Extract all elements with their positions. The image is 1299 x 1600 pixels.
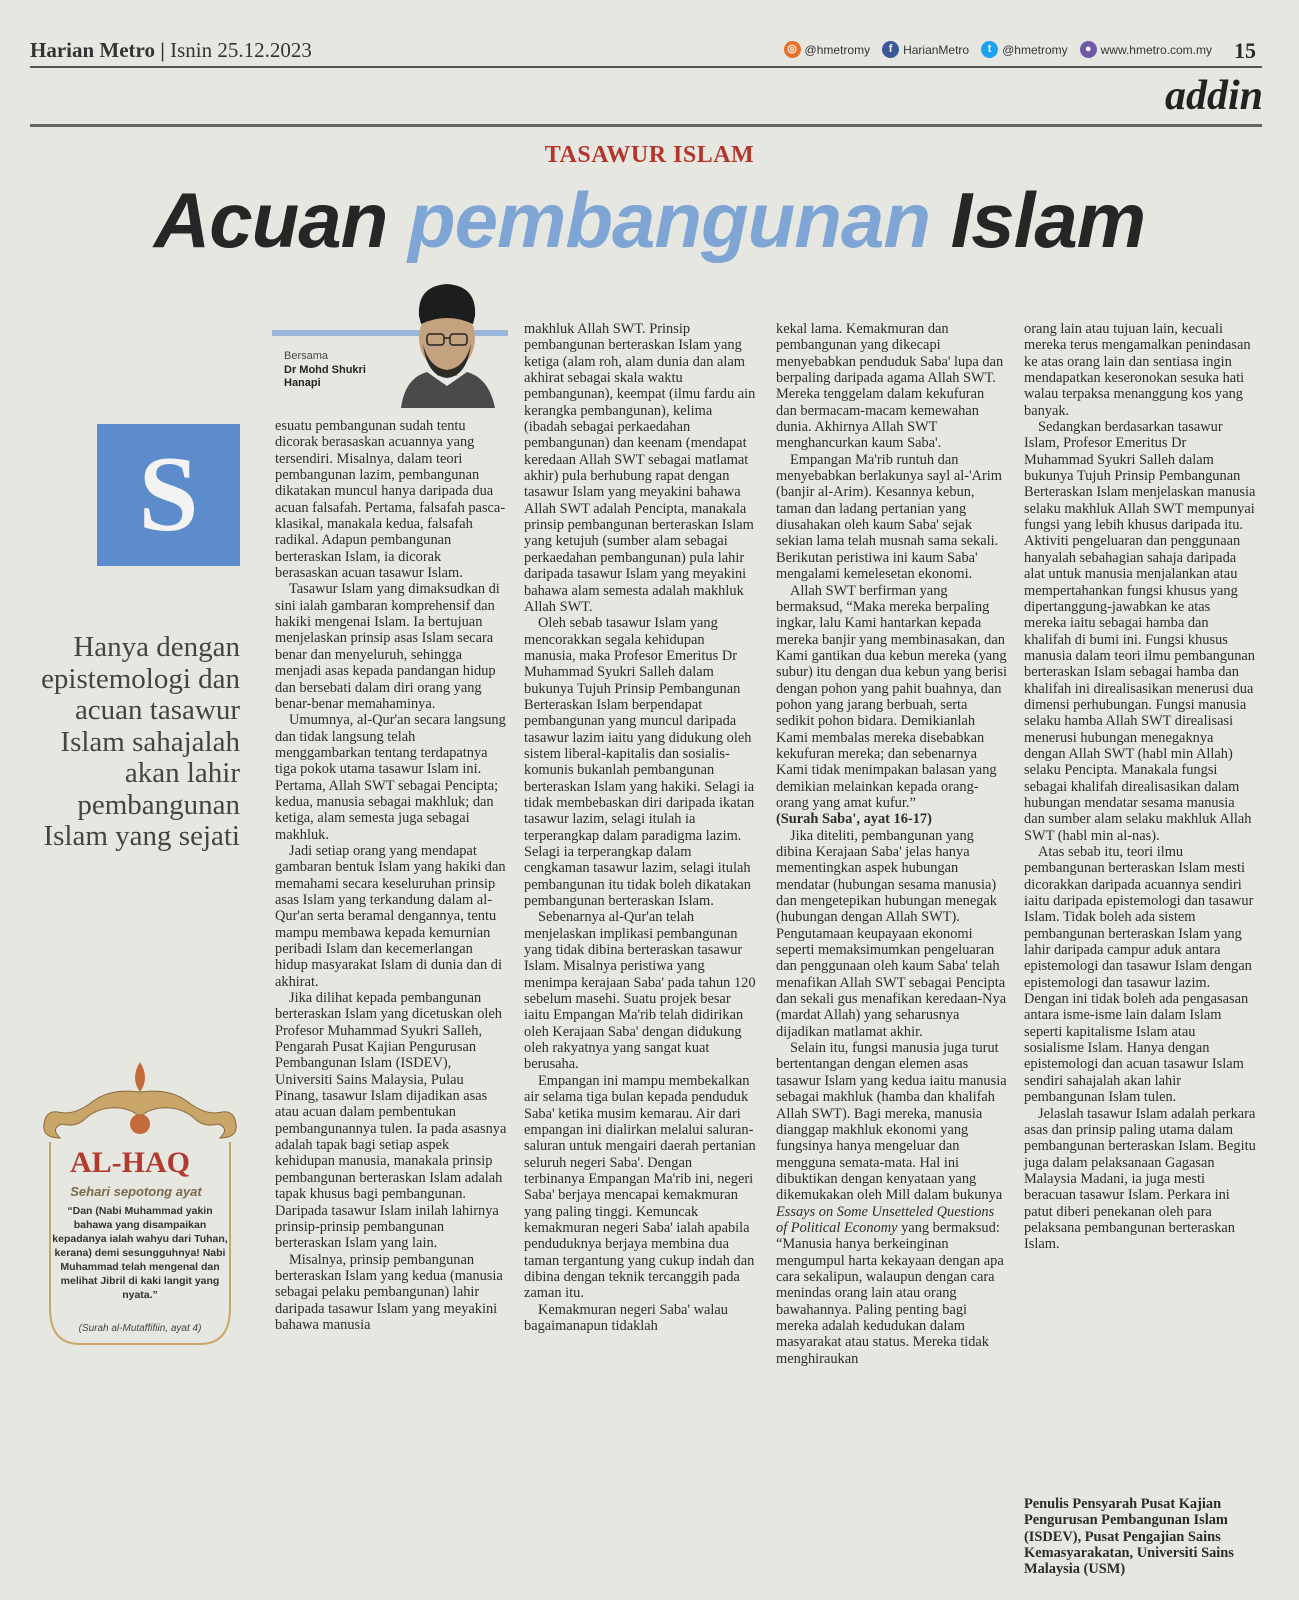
publication-name: Harian Metro | Isnin 25.12.2023 xyxy=(30,38,312,62)
article-kicker: TASAWUR ISLAM xyxy=(544,142,755,168)
drop-cap: S xyxy=(97,424,240,566)
paragraph-text: Selain itu, fungsi manusia juga turut bertentangan dengan elemen asas tasawur Islam yang kedua iaitu manusia sebagai makhluk (hamba dan khalifah Allah SWT). Bagi mereka, manusia dianggap makhluk ekonomi yang fungsinya hanya mengeluar dan mengguna semata-mata. Hal ini dibuktikan dengan kenyataan yang dikemukakan oleh Mill dalam bukunya xyxy=(776,1040,1007,1204)
masthead xyxy=(30,38,1262,68)
paragraph: Sedangkan berdasarkan tasawur Islam, Profesor Emeritus Dr Muhammad Syukri Salleh dalam bukunya Tujuh Prinsip Pembangunan Berteraskan Islam menjelaskan manusia selaku makhluk Allah SWT mempunyai fungsi yang lebih khusus daripada itu. Aktiviti pengeluaran dan penggunaan hanyalah sebahagian sahaja daripada alat untuk manusia menjalankan atau mempertahankan fungsi khusus yang dipertanggung-jawabkan ke atas mereka iaitu sebagai hamba dan khalifah di bumi ini. Fungsi khusus manusia dalam teori ilmu pembangunan berteraskan Islam sebagai hamba dan khalifah ini direalisasikan menerusi dua dimensi perhubungan. Fungsi manusia selaku hamba Allah SWT direalisasi menerusi hubungan menegaknya dengan Allah SWT (habl min Allah) selaku Pencipta. Manakala fungsi sebagai khalifah direalisasikan dalam hubungan mendatar sesama manusia dan sumber alam selaku makhluk Allah SWT (habl min al-nas). xyxy=(1024,419,1256,844)
paragraph-text: yang bermaksud: “Manusia hanya berkeinginan mengumpul harta kekayaan dengan apa cara sekalipun, walaupun dengan cara menindas orang lain atau orang bawahannya. Paling penting bagi mereka adalah kedudukan dalam masyarakat atau status. Mereka tidak menghiraukan xyxy=(776,1219,1004,1367)
paragraph: Sebenarnya al-Qur'an telah menjelaskan implikasi pembangunan yang tidak dibina berteraskan tasawur Islam. Misalnya peristiwa yang menimpa kerajaan Saba' pada tahun 120 sebelum masehi. Suatu projek besar iaitu Empangan Ma'rib telah didirikan oleh Kerajaan Saba' dengan didukung oleh rakyatnya yang sangat kuat berusaha. xyxy=(524,909,756,1073)
facebook-icon: f xyxy=(882,41,899,58)
paragraph: Jelaslah tasawur Islam adalah perkara asas dan prinsip paling utama dalam pembangunan berteraskan Islam. Begitu juga dalam pelaksanaan Gagasan Malaysia Madani, ia juga mesti beracuan tasawur Islam. Perkara ini patut diberi penekanan oleh para pelaksana pembangunan berteraskan Islam. xyxy=(1024,1105,1256,1253)
headline-part-1: Acuan xyxy=(153,176,388,264)
paragraph: makhluk Allah SWT. Prinsip pembangunan berteraskan Islam yang ketiga (alam roh, alam dunia dan alam akhirat sebagai skala waktu pembangunan), keempat (ilmu fardu ain kerangka pembangunan), kelima (ibadah sebagai perkaedahan pembangunan) dan keenam (mendapat keredaan Allah SWT sebagai matlamat akhir) pula berhubung rapat dengan tasawur Islam yang meyakini bahawa Allah SWT adalah Pencipta, manakala prinsip pembangunan berteraskan Islam yang ketujuh (sumber alam sebagai perkaedahan pembangunan) pula lahir daripada tasawur Islam yang meyakini bahawa alam semesta adalah makhluk Allah SWT. xyxy=(524,321,756,615)
paragraph: Empangan ini mampu membekalkan air selama tiga bulan kepada penduduk Saba' ketika musim kemarau. Air dari empangan ini dialirkan melalui saluran-saluran untuk mengairi daerah pertanian seluruh negeri Saba'. Dengan terbinanya Empangan Ma'rib ini, negeri Saba' berjaya mencapai kemakmuran yang paling tinggi. Kemuncak kemakmuran negeri Saba' ialah apabila penduduknya berjaya membina dua taman tergantung yang cukup indah dan dibina dengan teknik tercanggih pada zaman itu. xyxy=(524,1072,756,1302)
globe-icon: ● xyxy=(1080,41,1097,58)
article-column-4 xyxy=(1024,321,1256,1253)
paragraph xyxy=(776,1040,1008,1367)
al-haq-title: AL-HAQ xyxy=(70,1146,190,1179)
social-website[interactable] xyxy=(1080,41,1212,58)
paragraph: kekal lama. Kemakmuran dan pembangunan yang dikecapi menyebabkan penduduk Saba' lupa dan berpaling daripada agama Allah SWT. Mereka tenggelam dalam kekufuran dan bermacam-macam kemewahan dunia. Akhirnya Allah SWT menghancurkan kaum Saba'. xyxy=(776,321,1004,452)
author-name: Dr Mohd Shukri Hanapi xyxy=(284,364,366,389)
paragraph: Allah SWT berfirman yang bermaksud, “Maka mereka berpaling ingkar, lalu Kami hantarkan kepada mereka banjir yang membinasakan, dan Kami gantikan dua kebun mereka (yang subur) itu dengan dua kebun yang berisi dengan pohon yang pahit buahnya, dan pohon yang jarang berbuah, serta sedikit pohon bidara. Demikianlah Kami membalas mereka disebabkan kekufuran mereka; dan sebenarnya Kami tidak menimpakan balasan yang demikian melainkan kepada orang-orang yang amat kufur.” xyxy=(776,582,1007,811)
quran-citation: (Surah Saba', ayat 16-17) xyxy=(776,811,932,828)
paragraph: Jadi setiap orang yang mendapat gambaran bentuk Islam yang hakiki dan memahami secara keseluruhan prinsip asas Islam yang terkandung dalam al-Qur'an serta beramal dengannya, tentu mampu membawa kepada kemurnian peribadi Islam dan kecemerlangan hidup masyarakat Islam di dunia dan di akhirat. xyxy=(275,842,506,990)
paragraph: Empangan Ma'rib runtuh dan menyebabkan berlakunya sayl al-'Arim (banjir al-Arim). Kesannya kebun, taman dan ladang pertanian yang diusahakan oleh kaum Saba' sejak sekian lama telah musnah sama sekali. Berikutan peristiwa ini kaum Saba' mengalami kemelesetan ekonomi. xyxy=(776,451,1002,583)
al-haq-source: (Surah al-Mutaffifiin, ayat 4) xyxy=(78,1323,202,1334)
social-instagram-label: @hmetromy xyxy=(804,42,871,57)
author-note: Penulis Pensyarah Pusat Kajian Pengurusan Pembangunan Islam (ISDEV), Pusat Pengajian Sains Kemasyarakatan, Universiti Sains Malaysia (USM) xyxy=(1024,1496,1234,1578)
paragraph: Kemakmuran negeri Saba' walau bagaimanapun tidaklah xyxy=(524,1301,728,1334)
article-headline xyxy=(0,175,1299,266)
article-column-2 xyxy=(524,321,756,1334)
al-haq-box xyxy=(40,1058,240,1358)
publication-title: Harian Metro xyxy=(30,38,155,62)
author-prefix: Bersama xyxy=(284,350,329,362)
headline-highlight: pembangunan xyxy=(407,176,930,264)
page-number: 15 xyxy=(1234,38,1256,63)
article-column-1 xyxy=(275,418,507,1333)
instagram-icon: ◎ xyxy=(784,41,801,58)
social-website-label: www.hmetro.com.my xyxy=(1100,42,1212,57)
al-haq-subtitle: Sehari sepotong ayat xyxy=(70,1184,202,1199)
social-twitter-label: @hmetromy xyxy=(1002,42,1068,57)
publication-date: Isnin 25.12.2023 xyxy=(170,38,312,62)
social-facebook[interactable] xyxy=(882,41,969,58)
book-title: Essays on Some Unsetteled Questions of Political Economy xyxy=(776,1203,995,1236)
paragraph: Jika dilihat kepada pembangunan berteraskan Islam yang dicetuskan oleh Profesor Muhammad Syukri Salleh, Pengarah Pusat Kajian Pengurusan Pembangunan Islam (ISDEV), Universiti Sains Malaysia, Pulau Pinang, tasawur Islam dijadikan asas atau acuan dalam pembentukan pembangunannya tulen. Ia pada asasnya adalah tapak bagi setiap aspek kehidupan manusia, manakala prinsip pembangunan berteraskan Islam adalah tapak khusus bagi pembangunan. Daripada tasawur Islam inilah lahirnya prinsip-prinsip pembangunan berteraskan Islam yang lain. xyxy=(275,990,507,1252)
social-links xyxy=(784,41,1212,58)
al-haq-verse: “Dan (Nabi Muhammad yakin bahawa yang disampaikan kepadanya ialah wahyu dari Tuhan, kerana) demi sesungguhnya! Nabi Muhammad telah mengenal dan melihat Jibril di kaki langit yang nyata.” xyxy=(52,1205,228,1301)
social-instagram[interactable] xyxy=(784,41,871,58)
headline-part-2: Islam xyxy=(950,176,1146,264)
paragraph: Tasawur Islam yang dimaksudkan di sini ialah gambaran komprehensif dan hakiki mengenai Islam. Ia bertujuan menjelaskan prinsip asas Islam secara benar dan menyeluruh, sehingga menjadi asas kepada pandangan hidup dan bersebati dalam diri orang yang benar-benar memahaminya. xyxy=(275,581,500,712)
paragraph: esuatu pembangunan sudah tentu dicorak berasaskan acuannya yang tersendiri. Misalnya, dalam teori pembangunan lazim, pembangunan dikatakan muncul hanya daripada dua acuan falsafah. Pertama, falsafah pasca-klasikal, manakala kedua, falsafah radikal. Adapun pembangunan berteraskan Islam, ia dicorak berasaskan acuan tasawur Islam. xyxy=(275,418,506,582)
article-column-3 xyxy=(776,321,1008,1367)
social-twitter[interactable] xyxy=(981,41,1068,58)
header-rule xyxy=(30,124,1262,127)
paragraph: orang lain atau tujuan lain, kecuali mereka terus mengamalkan penindasan ke atas orang lain dan sentiasa ingin mendapatkan keseronokan sesuka hati walau terpaksa menanggung kos yang banyak. xyxy=(1024,321,1251,419)
paragraph: Misalnya, prinsip pembangunan berteraskan Islam yang kedua (manusia sebagai pelaku pembangunan) lahir daripada tasawur Islam yang meyakini bahawa manusia xyxy=(275,1251,503,1333)
author-portrait xyxy=(393,280,501,408)
paragraph: Umumnya, al-Qur'an secara langsung dan tidak langsung telah menggambarkan tentang terdapatnya tiga pokok utama tasawur Islam ini. Pertama, Allah SWT sebagai Pencipta; kedua, manusia sebagai makhluk; dan ketiga, alam semesta juga sebagai makhluk. xyxy=(275,712,506,843)
paragraph: Jika diteliti, pembangunan yang dibina Kerajaan Saba' jelas hanya mementingkan aspek hubungan mendatar (hubungan sesama manusia) dan mengetepikan hubungan menegak (hubungan dengan Allah SWT). Pengutamaan keupayaan ekonomi seperti memaksimumkan pengeluaran dan penggunaan oleh kaum Saba' telah menafikan Allah SWT sebagai Pencipta dan sekali gus menafikan keredaan-Nya (mardat Allah) yang seharusnya dijadikan matlamat akhir. xyxy=(776,827,1007,1040)
social-facebook-label: HarianMetro xyxy=(903,42,970,57)
pull-quote: Hanya dengan epistemologi dan acuan tasawur Islam sahajalah akan lahir pembangunan Islam yang sejati xyxy=(41,631,240,852)
paragraph: Atas sebab itu, teori ilmu pembangunan berteraskan Islam mesti dicorakkan daripada acuannya sendiri iaitu daripada epistemologi dan tasawur Islam. Tidak boleh ada sistem pembangunan berteraskan Islam yang lahir daripada campur aduk antara epistemologi dan tasawur Islam dengan epistemologi dan tasawur lazim. Dengan ini tidak boleh ada pengasasan antara isme-isme lain dalam Islam seperti kapitalisme Islam atau sosialisme Islam. Hanya dengan epistemologi dan acuan tasawur Islam sendiri sahajalah akan lahir pembangunan Islam tulen. xyxy=(1024,844,1254,1106)
twitter-icon: t xyxy=(981,41,998,58)
paragraph: Oleh sebab tasawur Islam yang mencorakkan segala kehidupan manusia, maka Profesor Emeritus Dr Muhammad Syukri Salleh dalam bukunya Tujuh Prinsip Pembangunan Berteraskan Islam berpendapat pembangunan yang muncul daripada tasawur lazim iaitu yang didukung oleh sistem liberal-kapitalis dan sosialis-komunis bukanlah pembangunan berteraskan Islam yang hakiki. Selagi ia tidak membebaskan diri daripada ikatan tasawur lazim, selagi itulah ia terperangkap dalam paradigma lazim. Selagi ia terperangkap dalam cengkaman tasawur lazim, selagi itulah pembangunan itu tidak boleh dikatakan pembangunan berteraskan Islam. xyxy=(524,615,755,910)
section-name: addin xyxy=(1164,73,1263,119)
